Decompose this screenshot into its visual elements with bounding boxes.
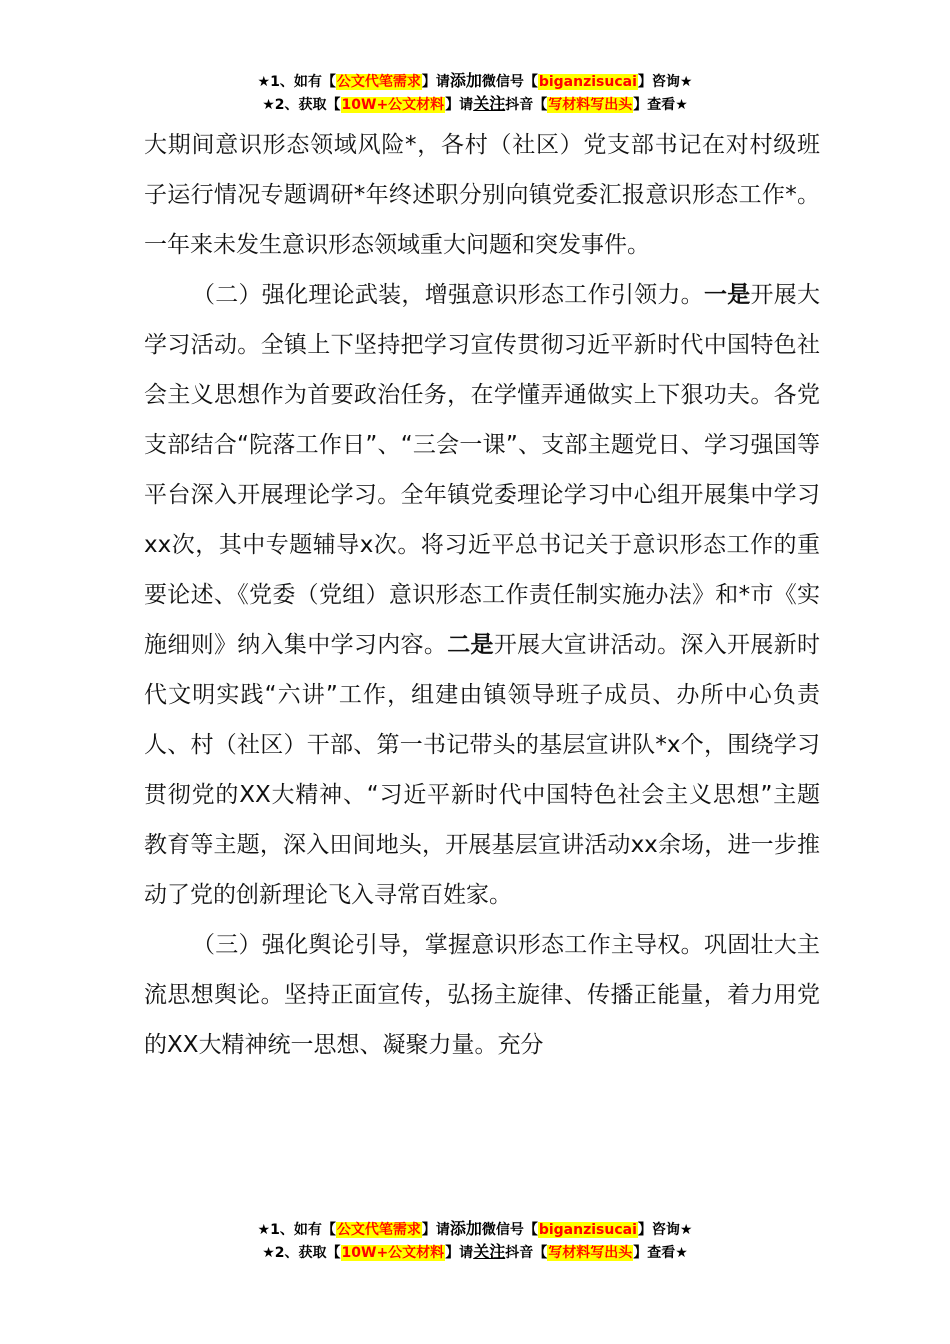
point-marker-2: 二是 [447, 632, 494, 658]
highlight-douyin-id: 写材料写出头 [548, 97, 633, 113]
footer-banner [0, 1218, 950, 1264]
point-marker-1: 一是 [703, 282, 751, 308]
banner-line-1: ★1、如有【公文代笔需求】请添加微信号【biganzisucai】咨询★ [257, 71, 693, 90]
highlight-materials: 10W+公文材料 [341, 97, 445, 113]
highlight-materials: 10W+公文材料 [341, 1245, 445, 1261]
section-heading-2: （二）强化理论武装，增强意识形态工作引领力。 [192, 282, 704, 308]
highlight-wechat-id: biganzisucai [538, 74, 637, 90]
highlight-douyin-id: 写材料写出头 [548, 1245, 633, 1261]
header-banner [0, 70, 950, 116]
banner-line-1: ★1、如有【公文代笔需求】请添加微信号【biganzisucai】咨询★ [257, 1219, 693, 1238]
banner-line-2: ★2、获取【10W+公文材料】请关注抖音【写材料写出头】查看★ [262, 1242, 688, 1261]
highlight-service: 公文代笔需求 [336, 74, 421, 90]
paragraph-3: （三）强化舆论引导，掌握意识形态工作主导权。巩固壮大主流思想舆论。坚持正面宣传，弘扬主旋律、传播正能量，着力用党的XX大精神统一思想、凝聚力量。充分 [144, 932, 820, 1058]
banner-line-2: ★2、获取【10W+公文材料】请关注抖音【写材料写出头】查看★ [262, 94, 688, 113]
paragraph-1: 大期间意识形态领域风险*，各村（社区）党支部书记在对村级班子运行情况专题调研*年终述职分别向镇党委汇报意识形态工作*。一年来未发生意识形态领域重大问题和突发事件。 [144, 132, 820, 258]
document-body [144, 120, 820, 1070]
paragraph-2: （二）强化理论武装，增强意识形态工作引领力。一是开展大学习活动。全镇上下坚持把学习宣传贯彻习近平新时代中国特色社会主义思想作为首要政治任务，在学懂弄通做实上下狠功夫。各党支部结合“院落工作日”、“三会一课”、支部主题党日、学习强国等平台深入开展理论学习。全年镇党委理论学习中心组开展集中学习xx次，其中专题辅导x次。将习近平总书记关于意识形态工作的重要论述、《党委（党组）意识形态工作责任制实施办法》和*市《实施细则》纳入集中学习内容。二是开展大宣讲活动。深入开展新时代文明实践“六讲”工作，组建由镇领导班子成员、办所中心负责人、村（社区）干部、第一书记带头的基层宣讲队*x个，围绕学习贯彻党的XX大精神、“习近平新时代中国特色社会主义思想”主题教育等主题，深入田间地头，开展基层宣讲活动xx余场，进一步推动了党的创新理论飞入寻常百姓家。 [144, 282, 821, 908]
highlight-wechat-id: biganzisucai [538, 1222, 637, 1238]
highlight-service: 公文代笔需求 [336, 1222, 421, 1238]
